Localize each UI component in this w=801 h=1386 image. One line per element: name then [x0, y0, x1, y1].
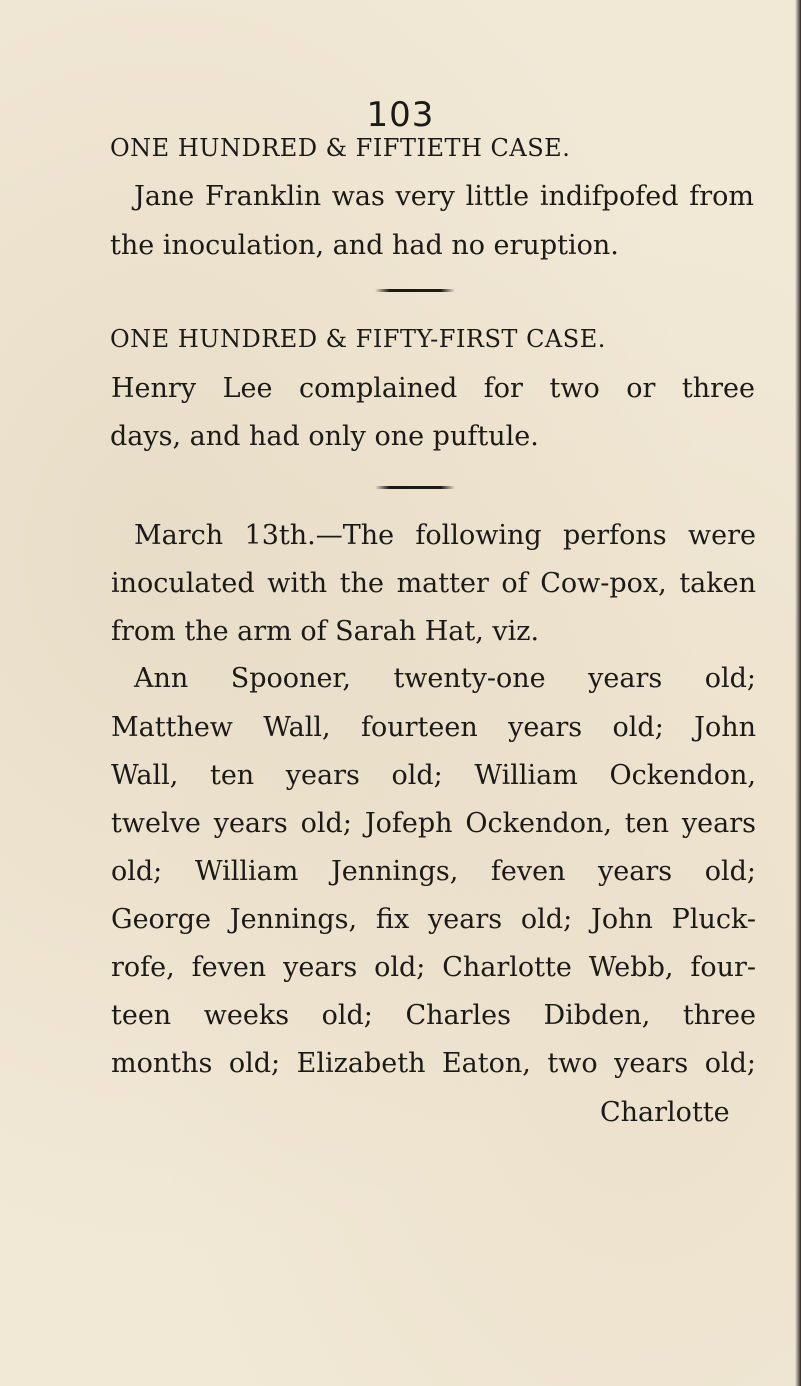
- case-151-heading: ONE HUNDRED & FIFTY-FIRST CASE.: [110, 325, 606, 353]
- march-line-12: months old; Elizabeth Eaton, two years old;: [111, 1048, 756, 1079]
- march-line-5: Matthew Wall, fourteen years old; John: [111, 712, 756, 743]
- section-divider-2: [375, 486, 455, 489]
- march-line-6: Wall, ten years old; William Ockendon,: [111, 760, 756, 791]
- case-150-heading: ONE HUNDRED & FIFTIETH CASE.: [110, 134, 571, 162]
- march-line-4: Ann Spooner, twenty-one years old;: [134, 663, 756, 694]
- page-number: 103: [366, 95, 435, 135]
- case-150-line-1: Jane Franklin was very little indifpofed from: [134, 181, 754, 212]
- section-divider-1: [375, 289, 455, 292]
- page-edge-shadow: [795, 0, 801, 1386]
- case-151-line-1: Henry Lee complained for two or three: [111, 373, 755, 404]
- case-151-line-2: days, and had only one puftule.: [110, 421, 539, 452]
- march-line-8: old; William Jennings, feven years old;: [111, 856, 756, 887]
- march-line-2: inoculated with the matter of Cow-pox, taken: [111, 568, 756, 599]
- march-line-9: George Jennings, fix years old; John Pluck-: [111, 904, 756, 935]
- march-line-3: from the arm of Sarah Hat, viz.: [111, 616, 540, 647]
- march-line-1: March 13th.—The following perfons were: [134, 520, 756, 551]
- case-150-line-2: the inoculation, and had no eruption.: [110, 230, 619, 261]
- catchword: Charlotte: [600, 1097, 730, 1128]
- march-line-7: twelve years old; Jofeph Ockendon, ten years: [111, 808, 756, 839]
- march-line-10: rofe, feven years old; Charlotte Webb, four-: [111, 952, 756, 983]
- march-line-11: teen weeks old; Charles Dibden, three: [111, 1000, 756, 1031]
